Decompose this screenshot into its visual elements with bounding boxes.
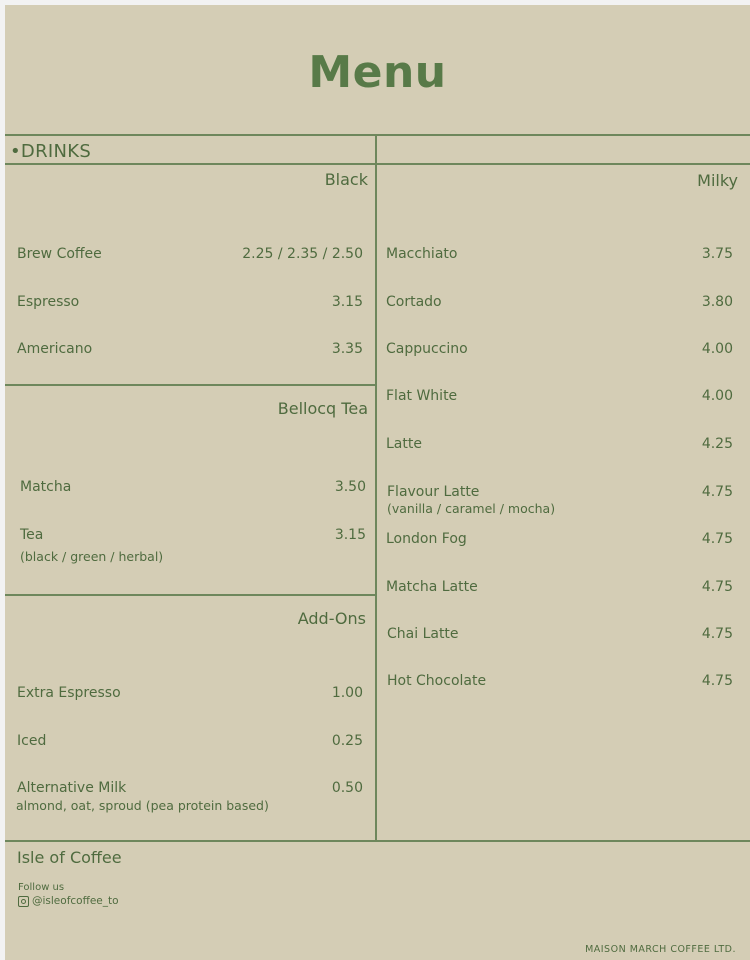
menu-item-price: 4.00 bbox=[701, 341, 733, 357]
menu-item-name: Flat White bbox=[386, 388, 458, 404]
menu-item-name: Extra Espresso bbox=[17, 685, 121, 701]
menu-item-name: London Fog bbox=[386, 531, 467, 547]
menu-item-name: Brew Coffee bbox=[17, 246, 102, 262]
menu-item-price: 4.75 bbox=[701, 531, 733, 547]
menu-item-price: 4.00 bbox=[701, 388, 733, 404]
menu-item-price: 4.25 bbox=[701, 436, 733, 452]
divider bbox=[5, 840, 750, 842]
black-heading: Black bbox=[324, 170, 368, 189]
menu-item-price: 0.25 bbox=[331, 733, 363, 749]
divider bbox=[5, 594, 376, 596]
milky-heading: Milky bbox=[697, 171, 738, 190]
menu-item-price: 4.75 bbox=[701, 673, 733, 689]
menu-page bbox=[5, 5, 750, 960]
instagram-icon bbox=[18, 896, 29, 907]
menu-item-note: (black / green / herbal) bbox=[20, 549, 164, 564]
menu-item-price: 3.15 bbox=[331, 294, 363, 310]
menu-item-name: Americano bbox=[17, 341, 93, 357]
menu-item-name: Matcha Latte bbox=[386, 579, 478, 595]
tea-heading: Bellocq Tea bbox=[277, 399, 368, 418]
menu-item-name: Flavour Latte bbox=[387, 484, 480, 500]
divider bbox=[5, 384, 376, 386]
menu-item-price: 2.25 / 2.35 / 2.50 bbox=[242, 246, 363, 262]
divider bbox=[5, 134, 750, 136]
menu-item-price: 3.80 bbox=[701, 294, 733, 310]
menu-item-price: 4.75 bbox=[701, 579, 733, 595]
social-handle[interactable]: @isleofcoffee_to bbox=[32, 895, 119, 907]
menu-item-name: Alternative Milk bbox=[17, 780, 127, 796]
menu-item-price: 3.50 bbox=[334, 479, 366, 495]
menu-item-name: Tea bbox=[20, 527, 44, 543]
brand-name: Isle of Coffee bbox=[17, 848, 122, 867]
menu-item-name: Macchiato bbox=[386, 246, 458, 262]
menu-item-name: Hot Chocolate bbox=[387, 673, 487, 689]
menu-item-price: 3.75 bbox=[701, 246, 733, 262]
menu-item-name: Latte bbox=[386, 436, 422, 452]
menu-item-name: Cappuccino bbox=[386, 341, 468, 357]
menu-item-price: 3.35 bbox=[331, 341, 363, 357]
menu-title: Menu bbox=[308, 47, 447, 98]
menu-item-name: Espresso bbox=[17, 294, 80, 310]
column-divider bbox=[375, 134, 377, 840]
addons-heading: Add-Ons bbox=[297, 609, 366, 628]
divider bbox=[5, 163, 750, 165]
menu-item-name: Chai Latte bbox=[387, 626, 459, 642]
menu-item-name: Cortado bbox=[386, 294, 442, 310]
drinks-section-label: •DRINKS bbox=[10, 141, 92, 162]
menu-item-price: 1.00 bbox=[331, 685, 363, 701]
social-handle-row[interactable] bbox=[18, 895, 119, 907]
menu-item-price: 4.75 bbox=[701, 484, 733, 500]
menu-item-note: almond, oat, sproud (pea protein based) bbox=[16, 798, 269, 813]
follow-label: Follow us bbox=[18, 882, 65, 893]
menu-item-name: Matcha bbox=[20, 479, 72, 495]
menu-item-price: 3.15 bbox=[334, 527, 366, 543]
menu-item-price: 4.75 bbox=[701, 626, 733, 642]
menu-item-name: Iced bbox=[17, 733, 47, 749]
company-name: MAISON MARCH COFFEE LTD. bbox=[585, 944, 736, 955]
menu-item-note: (vanilla / caramel / mocha) bbox=[387, 501, 556, 516]
menu-item-price: 0.50 bbox=[331, 780, 363, 796]
